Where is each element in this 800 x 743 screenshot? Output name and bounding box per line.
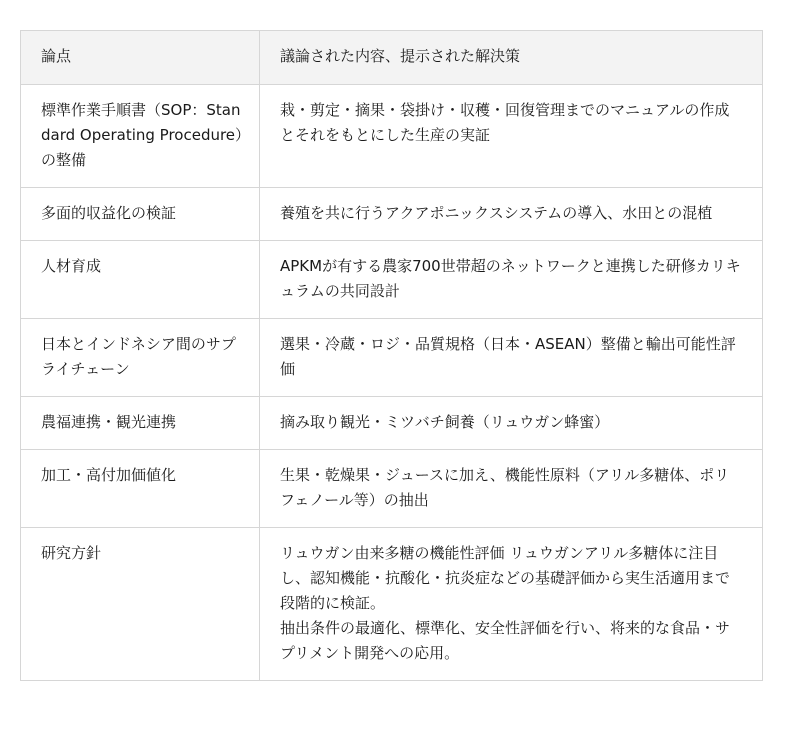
table-row bbox=[21, 397, 763, 450]
table-header bbox=[21, 31, 763, 85]
topic-cell: 多面的収益化の検証 bbox=[21, 188, 260, 241]
table-row bbox=[21, 319, 763, 397]
content-cell bbox=[260, 397, 763, 450]
content-paragraph: 養殖を共に行うアクアポニックスシステムの導入、水田との混植 bbox=[280, 204, 713, 222]
header-row bbox=[21, 31, 763, 85]
content-cell bbox=[260, 528, 763, 681]
table-row bbox=[21, 241, 763, 319]
topic-cell: 研究方針 bbox=[21, 528, 260, 681]
content-paragraph: APKMが有する農家700世帯超のネットワークと連携した研修カリキュラムの共同設計 bbox=[280, 257, 741, 300]
topic-cell: 人材育成 bbox=[21, 241, 260, 319]
table-row bbox=[21, 188, 763, 241]
table-row bbox=[21, 528, 763, 681]
table-row bbox=[21, 85, 763, 188]
topic-cell: 農福連携・観光連携 bbox=[21, 397, 260, 450]
content-paragraph: 摘み取り観光・ミツバチ飼養（リュウガン蜂蜜） bbox=[280, 413, 610, 431]
topic-cell: 標準作業手順書（SOP：Standard Operating Procedure）の整備 bbox=[21, 85, 260, 188]
content-paragraph: 抽出条件の最適化、標準化、安全性評価を行い、将来的な食品・サプリメント開発への応用。 bbox=[280, 619, 731, 662]
topic-cell: 日本とインドネシア間のサプライチェーン bbox=[21, 319, 260, 397]
topic-cell: 加工・高付加価値化 bbox=[21, 450, 260, 528]
content-cell bbox=[260, 241, 763, 319]
content-paragraph: リュウガン由来多糖の機能性評価 リュウガンアリル多糖体に注目し、認知機能・抗酸化・抗炎症などの基礎評価から実生活適用まで段階的に検証。 bbox=[280, 544, 731, 612]
table-row bbox=[21, 450, 763, 528]
content-cell bbox=[260, 188, 763, 241]
content-paragraph: 選果・冷蔵・ロジ・品質規格（日本・ASEAN）整備と輸出可能性評価 bbox=[280, 335, 736, 378]
discussion-table bbox=[20, 30, 763, 681]
content-paragraph: 栽・剪定・摘果・袋掛け・収穫・回復管理までのマニュアルの作成とそれをもとにした生産の実証 bbox=[280, 101, 730, 144]
table-body bbox=[21, 85, 763, 681]
content-paragraph: 生果・乾燥果・ジュースに加え、機能性原料（アリル多糖体、ポリフェノール等）の抽出 bbox=[280, 466, 730, 509]
content-cell bbox=[260, 85, 763, 188]
header-content: 議論された内容、提示された解決策 bbox=[260, 31, 763, 85]
header-topic: 論点 bbox=[21, 31, 260, 85]
discussion-table-container bbox=[20, 30, 762, 681]
content-cell bbox=[260, 319, 763, 397]
content-cell bbox=[260, 450, 763, 528]
